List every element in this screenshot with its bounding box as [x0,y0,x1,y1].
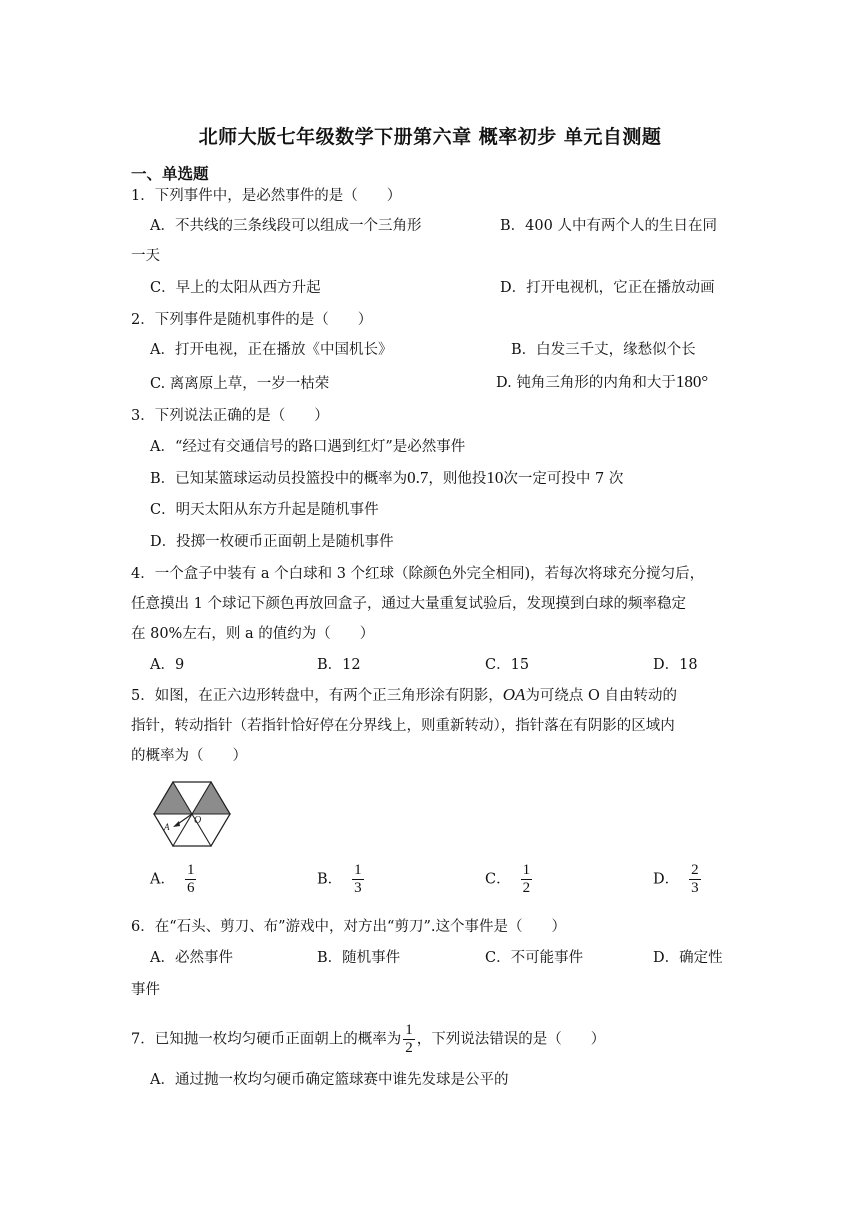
hexagon-spinner-figure [152,780,232,848]
q3-option-b-prob: 0.7 [407,468,429,487]
q7-denominator: 2 [405,1040,413,1056]
q5-line-1-post: 为可绕点 O 自由转动的 [525,688,678,704]
q5-option-c [485,862,532,897]
q1-option-c: C．早上的太阳从西方升起 [150,280,321,296]
q4-line-1: 4．一个盒子中装有 a 个白球和 3 个红球（除颜色外完全相同)，若每次将球充分搅匀后， [131,566,705,582]
point-o-label: O [194,815,202,826]
q5-option-c-fraction [521,862,533,897]
q4-line-3: 在 80%左右，则 a 的值约为（ ） [131,626,375,642]
q6-option-d-continued: 事件 [131,982,160,998]
q4-option-c: C．15 [485,657,530,673]
page-title: 北师大版七年级数学下册第六章 概率初步 单元自测题 [198,126,662,148]
q3-option-b-post: 次一定可投中 7 次 [503,471,624,487]
q2-option-b: B．白发三千丈，缘愁似个长 [511,342,696,358]
q4-line-2: 任意摸出 1 个球记下颜色再放回盒子，通过大量重复试验后，发现摸到白球的频率稳定 [131,596,686,612]
q2-option-d [496,372,708,393]
q6-option-a: A．必然事件 [150,950,233,966]
q1-stem: 1．下列事件中，是必然事件的是（ ） [131,188,402,204]
q5-option-b [317,862,364,897]
q5-option-b-label: B． [317,871,343,888]
q3-option-b-pre: B．已知某篮球运动员投篮投中的概率为 [150,471,408,487]
q1-option-b-continued: 一天 [131,248,160,264]
q4-option-d: D．18 [653,657,698,673]
point-a-label: A [164,822,170,832]
q5-option-d-fraction [689,862,701,897]
q3-option-b-count: 10 [486,468,504,487]
q1-option-d: D．打开电视机，它正在播放动画 [500,280,715,296]
q7-fraction [403,1022,415,1057]
q5-option-d [653,862,701,897]
q5-line-1 [131,685,677,706]
q5-option-a-denominator: 6 [186,880,195,896]
q7-stem-pre: 7．已知抛一枚均匀硬币正面朝上的概率为 [131,1031,402,1048]
q2-option-a: A．打开电视，正在播放《中国机长》 [150,342,393,358]
q2-option-d-text: D. 钝角三角形的内角和大于 [496,375,676,391]
q5-option-c-numerator: 1 [522,862,531,878]
q3-option-d: D．投掷一枚硬币正面朝上是随机事件 [150,534,394,550]
q5-line-2: 指针，转动指针（若指针恰好停在分界线上，则重新转动），指针落在有阴影的区域内 [131,718,675,734]
q5-option-a-fraction [185,862,197,897]
q3-option-b-mid: ，则他投 [428,471,487,487]
q4-option-a: A．9 [150,657,185,673]
section-heading: 一、单选题 [131,165,209,183]
q5-option-a [150,862,196,897]
q5-option-b-fraction [352,862,364,897]
q5-option-b-denominator: 3 [354,880,362,896]
q6-stem: 6．在“石头、剪刀、布”游戏中，对方出“剪刀”.这个事件是（ ） [131,919,566,935]
q6-option-b: B．随机事件 [317,950,401,966]
q2-stem: 2．下列事件是随机事件的是（ ） [131,312,373,328]
q5-pointer-label: OA [502,685,526,704]
q3-stem: 3．下列说法正确的是（ ） [131,408,329,424]
q3-option-c: C．明天太阳从东方升起是随机事件 [150,502,379,518]
q2-option-d-angle: 180° [675,372,709,391]
q5-line-1-pre: 5．如图，在正六边形转盘中，有两个正三角形涂有阴影， [131,688,503,704]
q6-option-d: D．确定性 [653,950,723,966]
q7-numerator: 1 [405,1022,413,1038]
q7-stem-post: ，下列说法错误的是（ ） [416,1031,606,1048]
q7-option-a: A．通过抛一枚均匀硬币确定篮球赛中谁先发球是公平的 [150,1072,509,1088]
q6-option-c: C．不可能事件 [485,950,584,966]
q3-option-a: A．“经过有交通信号的路口遇到红灯”是必然事件 [150,439,466,455]
q5-option-d-numerator: 2 [691,862,699,878]
q1-option-b: B．400 人中有两个人的生日在同 [500,218,717,234]
q5-option-b-numerator: 1 [354,862,362,878]
q4-option-b: B．12 [317,657,361,673]
q5-line-3: 的概率为（ ） [131,748,247,764]
q7-stem [131,1022,605,1057]
q2-option-c: C. 离离原上草，一岁一枯荣 [150,376,330,392]
q5-option-c-label: C． [485,871,511,888]
q1-option-a: A．不共线的三条线段可以组成一个三角形 [150,218,422,234]
q5-option-c-denominator: 2 [522,880,531,896]
q5-option-a-label: A． [150,871,175,888]
q5-option-a-numerator: 1 [186,862,195,878]
q5-option-d-denominator: 3 [691,880,699,896]
q3-option-b [150,468,623,489]
q5-option-d-label: D． [653,871,680,888]
